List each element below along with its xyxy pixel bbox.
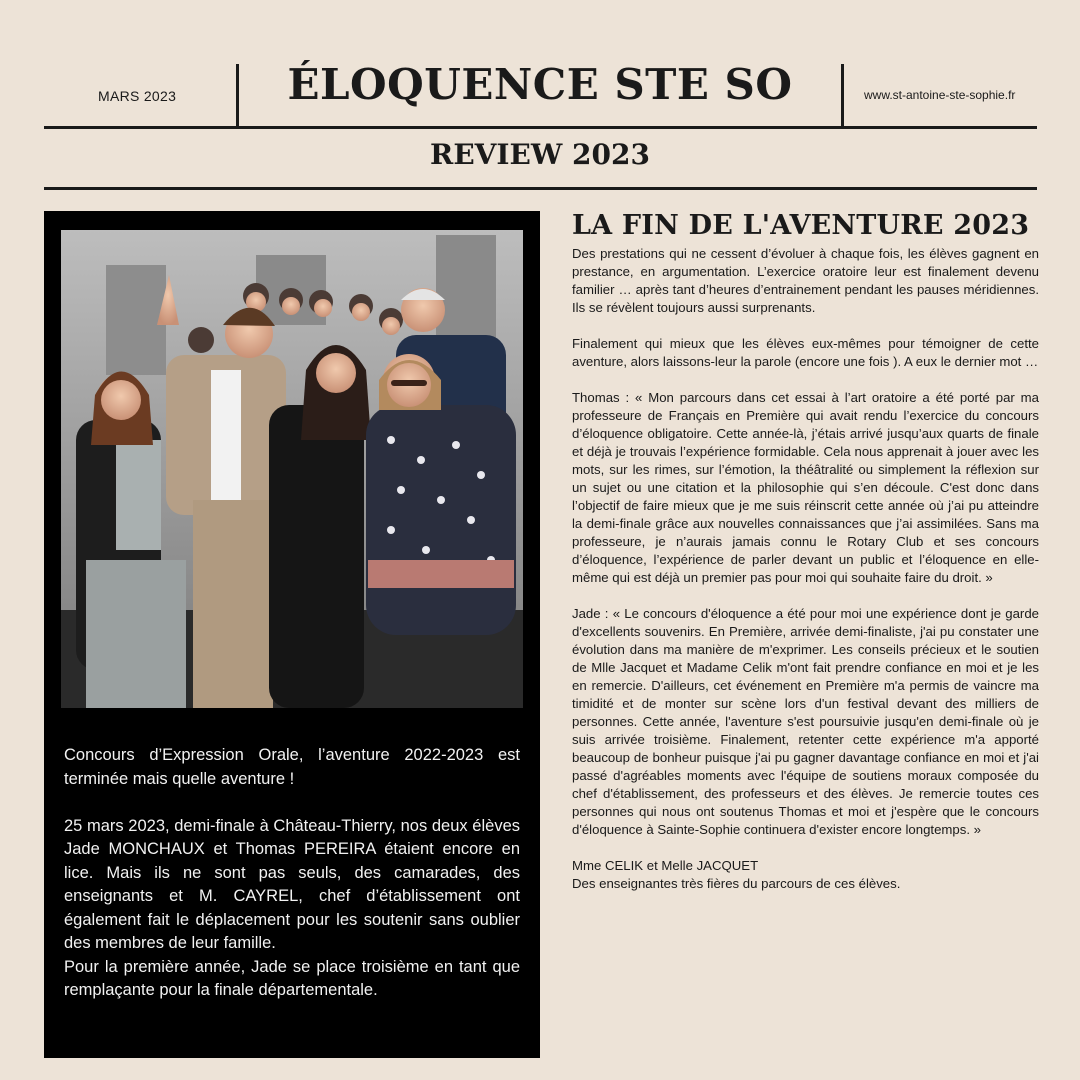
photo-caption [64,744,520,1003]
divider-right [841,64,844,128]
photo-panel [44,211,540,1058]
article-title: LA FIN DE L'AVENTURE 2023 [572,210,1030,241]
article-lead: Finalement qui mieux que les élèves eux-mêmes pour témoigner de cette aventure, alors laissons-leur la parole (encore une fois ). A eux le dernier mot … [572,336,1039,369]
signature-line: Des enseignantes très fières du parcours de ces élèves. [572,876,901,891]
masthead [0,0,1080,200]
rule-bottom [44,187,1037,190]
website-link[interactable]: www.st-antoine-ste-sophie.fr [864,88,1016,102]
article [572,210,1039,893]
issue-date: MARS 2023 [98,88,177,104]
caption-intro: Concours d’Expression Orale, l’aventure 2022-2023 est terminée mais quelle aventure ! [64,746,520,788]
group-photo [61,230,523,708]
page-title: ÉLOQUENCE STE SO [287,60,793,109]
testimony-jade: Jade : « Le concours d'éloquence a été pour moi une expérience dont je garde d'excellents souvenirs. En Première, arrivée demi-finaliste, j'ai pu constater une évolution dans ma manière de m'exprimer. Les conseils précieux et le soutien de Mlle Jacquet et Madame Celik m'ont fait prendre confiance en moi et je les en remercie. D'ailleurs, cet événement en Première m'a permis de vaincre ma timidité et de monter sur scène lors d'un festival devant des milliers de personnes. Cette année, l'aventure s'est poursuivie jusqu'en demi-finale où je suis arrivée troisième. Finalement, retenter cette expérience m'a apporté beaucoup de bonheur puisque j'ai pu gagner davantage confiance en moi et j'ai passé d'agréables moments avec l'équipe de soutiens moraux composée du chef d'établissement, des professeurs et des élèves. Je remercie toutes ces personnes qui nous ont soutenus Thomas et moi et j'espère que le concours d'éloquence à Sainte-Sophie continuera d'exister encore longtemps. » [572,606,1039,837]
caption-body: 25 mars 2023, demi-finale à Château-Thierry, nos deux élèves Jade MONCHAUX et Thomas PEREIRA étaient encore en lice. Mais ils ne sont pas seuls, des camarades, des enseignants et M. CAYREL, chef d’établissement ont également fait le déplacement pour les soutenir sans oublier des membres de leur famille. [64,816,520,952]
signature-names: Mme CELIK et Melle JACQUET [572,858,759,873]
caption-result: Pour la première année, Jade se place troisième en tant que remplaçante pour la finale départementale. [64,957,520,999]
article-intro: Des prestations qui ne cessent d’évoluer à chaque fois, les élèves gagnent en prestance, en argumentation. L’exercice oratoire leur est finalement devenu familier … après tant d’heures d’entrainement pendant les pauses méridiennes. Ils se révèlent toujours aussi surprenants. [572,246,1039,315]
page-subtitle: REVIEW 2023 [430,138,650,171]
rule-top [44,126,1037,129]
testimony-thomas: Thomas : « Mon parcours dans cet essai à l’art oratoire a été porté par ma professeure de Français en Première qui avait rendu l’exercice du concours d’éloquence obligatoire. Cette année-là, j’étais arrivé jusqu’aux quarts de finale et déjà je trouvais l’expérience formidable. Cela nous apprenait à jouer avec les mots, sur les rimes, sur l’émotion, la théâtralité ou simplement la réflexion sur un sujet ou une citation et la philosophie qui s’en découle. C'est donc dans l’objectif de faire mieux que je me suis réinscrit cette année où j’ai pu atteindre la demi-finale grâce aux nouvelles connaissances que j’ai assimilées. Sans ma professeure, je n’aurais jamais connu le Rotary Club et ses concours d’éloquence, l’expérience de parler devant un public et l’éloquence en elle-même qui est déjà un premier pas pour moi qui souhaite faire du droit. » [572,390,1039,585]
divider-left [236,64,239,128]
